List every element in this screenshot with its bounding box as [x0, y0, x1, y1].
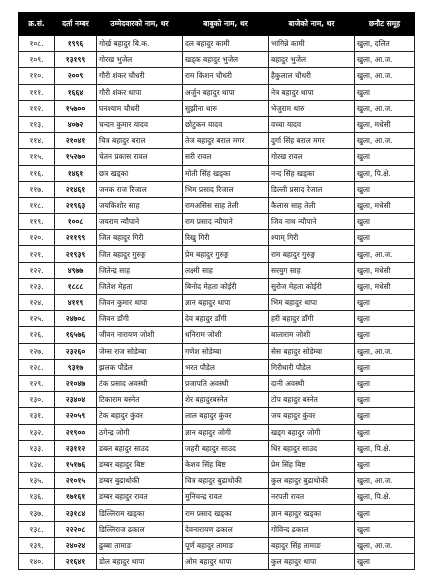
selection-group-cell: खुला [355, 214, 415, 230]
candidate-name-cell: टिकाराम बस्नेत [97, 392, 183, 408]
table-row [19, 295, 415, 311]
serial-number-cell: १४०. [19, 554, 55, 570]
serial-number-cell: ११५. [19, 149, 55, 165]
candidate-name-cell: डम्बर बहादुर रावत [97, 489, 183, 505]
registration-number-cell: १५२७० [55, 149, 97, 165]
serial-number-cell: १२६. [19, 327, 55, 343]
father-name-cell: पूर्ण बहादुर तामाङ [183, 537, 269, 553]
grandfather-name-cell: प्रेम सिंह बिष्ट [269, 456, 355, 472]
selection-group-cell: खुला [355, 84, 415, 100]
registration-number-cell: २१९६३ [55, 197, 97, 213]
father-name-cell: रामअसिस साह तेली [183, 197, 269, 213]
col-header-group: छनौट समूह [355, 13, 415, 36]
candidate-table [18, 12, 415, 570]
father-name-cell: तेज बहादुर बराल मगर [183, 133, 269, 149]
father-name-cell: ओम बहादुर थापा [183, 554, 269, 570]
grandfather-name-cell: वच्चा यादव [269, 116, 355, 132]
candidate-name-cell: चन्दन कुमार यादव [97, 116, 183, 132]
registration-number-cell: १५१७६ [55, 456, 97, 472]
selection-group-cell: खुला, आ.ज. [355, 52, 415, 68]
table-row [19, 392, 415, 408]
selection-group-cell: खुला [355, 181, 415, 197]
registration-number-cell: २१६४१ [55, 554, 97, 570]
father-name-cell: छोटुकन यादव [183, 116, 269, 132]
candidate-name-cell: जिवन डाँगी [97, 311, 183, 327]
serial-number-cell: १३७. [19, 505, 55, 521]
selection-group-cell: खुला [355, 359, 415, 375]
registration-number-cell: ४०७२ [55, 116, 97, 132]
grandfather-name-cell: नन्द सिंह खड्का [269, 165, 355, 181]
selection-group-cell: खुला, आ.ज. [355, 100, 415, 116]
registration-number-cell: २१९०० [55, 424, 97, 440]
table-row [19, 473, 415, 489]
grandfather-name-cell: गोरख रावल [269, 149, 355, 165]
candidate-name-cell: ठगेन्द्र जोगी [97, 424, 183, 440]
father-name-cell: मोती सिंह खड्का [183, 165, 269, 181]
registration-number-cell: १५७०० [55, 100, 97, 116]
serial-number-cell: १३६. [19, 489, 55, 505]
table-row [19, 521, 415, 537]
father-name-cell: ज्ञान बहादुर थापा [183, 295, 269, 311]
table-header [19, 13, 415, 36]
registration-number-cell: २४०२४ [55, 537, 97, 553]
table-row [19, 375, 415, 391]
table-row [19, 100, 415, 116]
registration-number-cell: २११९९ [55, 230, 97, 246]
candidate-name-cell: टंक प्रसाद अवस्थी [97, 375, 183, 391]
father-name-cell: प्रेम बहादुर गुरुङ्ग [183, 246, 269, 262]
grandfather-name-cell: डिल्ली प्रसाद रेजाल [269, 181, 355, 197]
serial-number-cell: १३०. [19, 392, 55, 408]
registration-number-cell: २३२६० [55, 343, 97, 359]
table-row [19, 327, 415, 343]
grandfather-name-cell: सुरोज मेहता कोईरी [269, 278, 355, 294]
father-name-cell: सुझीना थारु [183, 100, 269, 116]
grandfather-name-cell: नेत्र बहादुर थापा [269, 84, 355, 100]
serial-number-cell: १२८. [19, 359, 55, 375]
father-name-cell: धनिराम जोशी [183, 327, 269, 343]
grandfather-name-cell: राम बहादुर गुरुङ्ग [269, 246, 355, 262]
table-row [19, 116, 415, 132]
grandfather-name-cell: सरयुग साह [269, 262, 355, 278]
father-name-cell: दल बहादुर कामी [183, 36, 269, 52]
registration-number-cell: २१०४७ [55, 375, 97, 391]
grandfather-name-cell: हैकुलाल चौधरी [269, 68, 355, 84]
serial-number-cell: ११७. [19, 181, 55, 197]
grandfather-name-cell: बालाराम जोशी [269, 327, 355, 343]
grandfather-name-cell: भिम बहादुर थापा [269, 295, 355, 311]
grandfather-name-cell: बहादुर सिंह तामाङ [269, 537, 355, 553]
serial-number-cell: ११९. [19, 214, 55, 230]
father-name-cell: बिनोद मेहता कोईरी [183, 278, 269, 294]
candidate-name-cell: डिल्लिराज ढकाल [97, 521, 183, 537]
selection-group-cell: खुला [355, 424, 415, 440]
table-row [19, 343, 415, 359]
selection-group-cell: खुला [355, 554, 415, 570]
selection-group-cell: खुला, पि.क्षे. [355, 165, 415, 181]
father-name-cell: रिखु गिरी [183, 230, 269, 246]
candidate-name-cell: जनक राज रिजाल [97, 181, 183, 197]
candidate-list [18, 12, 414, 570]
candidate-name-cell: चित्र बहादुर बराल [97, 133, 183, 149]
candidate-name-cell: डबल बहादुर साउद [97, 440, 183, 456]
father-name-cell: राम किशन चौधरी [183, 68, 269, 84]
father-name-cell: भरत पौडेल [183, 359, 269, 375]
selection-group-cell: खुला, आ.ज. [355, 473, 415, 489]
grandfather-name-cell: गिरीधारी पौडेल [269, 359, 355, 375]
table-row [19, 84, 415, 100]
father-name-cell: चित्र बहादुर बुढाथोकी [183, 473, 269, 489]
candidate-name-cell: डिल्लिराम खड्का [97, 505, 183, 521]
grandfather-name-cell: खड्ग बहादुर जोगी [269, 424, 355, 440]
selection-group-cell: खुला [355, 327, 415, 343]
selection-group-cell: खुला, आ.ज. [355, 68, 415, 84]
serial-number-cell: ११०. [19, 68, 55, 84]
selection-group-cell: खुला, पि.क्षे. [355, 440, 415, 456]
serial-number-cell: १२९. [19, 375, 55, 391]
table-row [19, 424, 415, 440]
table-row [19, 246, 415, 262]
selection-group-cell: खुला, आ.ज. [355, 133, 415, 149]
candidate-name-cell: जीवन नारायण जोशी [97, 327, 183, 343]
selection-group-cell: खुला, मधेसी [355, 278, 415, 294]
registration-number-cell: २३४०४ [55, 392, 97, 408]
selection-group-cell: खुला [355, 392, 415, 408]
registration-number-cell: १३१९९ [55, 52, 97, 68]
father-name-cell: मुनिचन्द्र रावत [183, 489, 269, 505]
table-row [19, 165, 415, 181]
selection-group-cell: खुला [355, 521, 415, 537]
registration-number-cell: २४७०८ [55, 311, 97, 327]
registration-number-cell: २२०५९ [55, 408, 97, 424]
grandfather-name-cell: सेस बहादुर सोडेम्बा [269, 343, 355, 359]
registration-number-cell: ९३१७ [55, 359, 97, 375]
father-name-cell: राम प्रसाद खड्का [183, 505, 269, 521]
grandfather-name-cell: धिर बहादुर साउद [269, 440, 355, 456]
serial-number-cell: ११८. [19, 197, 55, 213]
col-header-sn: क्र.सं. [19, 13, 55, 36]
serial-number-cell: १२३. [19, 278, 55, 294]
selection-group-cell: खुला [355, 149, 415, 165]
grandfather-name-cell: नरपती रावत [269, 489, 355, 505]
table-row [19, 489, 415, 505]
father-name-cell: जहरी बहादुर साउद [183, 440, 269, 456]
table-row [19, 36, 415, 52]
selection-group-cell: खुला [355, 230, 415, 246]
serial-number-cell: ११३. [19, 116, 55, 132]
table-row [19, 262, 415, 278]
table-row [19, 181, 415, 197]
grandfather-name-cell: टोप बहादुर बस्नेत [269, 392, 355, 408]
serial-number-cell: १०९. [19, 52, 55, 68]
serial-number-cell: १२१. [19, 246, 55, 262]
candidate-name-cell: डम्बर बुढाथोकी [97, 473, 183, 489]
selection-group-cell: खुला [355, 505, 415, 521]
table-row [19, 230, 415, 246]
father-name-cell: लक्ष्मी साह [183, 262, 269, 278]
candidate-name-cell: ढुब्बा तामाङ [97, 537, 183, 553]
serial-number-cell: १३२. [19, 424, 55, 440]
grandfather-name-cell: कुल बहादुर बुढाथोकी [269, 473, 355, 489]
grandfather-name-cell: दुर्गा सिंह बराल मगर [269, 133, 355, 149]
selection-group-cell: खुला, पि.क्षे. [355, 489, 415, 505]
father-name-cell: राम प्रसाद न्यौपाने [183, 214, 269, 230]
candidate-name-cell: गौरी शंकर चौधरी [97, 68, 183, 84]
serial-number-cell: ११४. [19, 133, 55, 149]
grandfather-name-cell: हरी बहादुर डाँगी [269, 311, 355, 327]
selection-group-cell: खुला [355, 295, 415, 311]
grandfather-name-cell: श्याम् गिरी [269, 230, 355, 246]
grandfather-name-cell: कुल बहादुर थापा [269, 554, 355, 570]
table-row [19, 505, 415, 521]
registration-number-cell: १४६१ [55, 165, 97, 181]
grandfather-name-cell: जय बहादुर कुंवर [269, 408, 355, 424]
registration-number-cell: १७१६१ [55, 489, 97, 505]
registration-number-cell: १६६४ [55, 84, 97, 100]
registration-number-cell: २३१८४ [55, 505, 97, 521]
serial-number-cell: १३८. [19, 521, 55, 537]
candidate-name-cell: जितेन्द्र साह [97, 262, 183, 278]
selection-group-cell: खुला [355, 408, 415, 424]
father-name-cell: देव बहादुर डाँगी [183, 311, 269, 327]
candidate-name-cell: डम्बर बहादुर बिष्ट [97, 456, 183, 472]
father-name-cell: गणेश सोडेम्बा [183, 343, 269, 359]
table-row [19, 52, 415, 68]
candidate-name-cell: छत्र खड्का [97, 165, 183, 181]
candidate-name-cell: टेक बहादुर कुंवर [97, 408, 183, 424]
registration-number-cell: १००८ [55, 214, 97, 230]
selection-group-cell: खुला, मधेसी [355, 262, 415, 278]
registration-number-cell: १८८८ [55, 278, 97, 294]
serial-number-cell: १३३. [19, 440, 55, 456]
selection-group-cell: खुला, मधेसी [355, 116, 415, 132]
candidate-name-cell: गोरख भुजेल [97, 52, 183, 68]
selection-group-cell: खुला [355, 311, 415, 327]
col-header-father: बाबुको नाम, थर [183, 13, 269, 36]
father-name-cell: शेर बहादुरबस्नेत [183, 392, 269, 408]
father-name-cell: अर्जुन बहादुर थापा [183, 84, 269, 100]
col-header-grandfather: बाजेको नाम, थर [269, 13, 355, 36]
table-row [19, 133, 415, 149]
registration-number-cell: ४९७७ [55, 262, 97, 278]
father-name-cell: प्रजापति अवस्थी [183, 375, 269, 391]
father-name-cell: लाल बहादुर कुंवर [183, 408, 269, 424]
selection-group-cell: खुला, आ.ज. [355, 246, 415, 262]
grandfather-name-cell: बहादुर भुजेल [269, 52, 355, 68]
father-name-cell: भिम प्रसाद रिजाल [183, 181, 269, 197]
selection-group-cell: खुला, दलित [355, 36, 415, 52]
candidate-name-cell: जयकिशोर साह [97, 197, 183, 213]
serial-number-cell: ११२. [19, 100, 55, 116]
registration-number-cell: ४११९ [55, 295, 97, 311]
table-row [19, 311, 415, 327]
serial-number-cell: १२४. [19, 295, 55, 311]
selection-group-cell: खुला, मधेसी [355, 197, 415, 213]
candidate-name-cell: जेम्स राज सोडेम्बा [97, 343, 183, 359]
serial-number-cell: १३५. [19, 473, 55, 489]
table-row [19, 554, 415, 570]
serial-number-cell: १२२. [19, 262, 55, 278]
serial-number-cell: १३१. [19, 408, 55, 424]
table-row [19, 149, 415, 165]
table-row [19, 68, 415, 84]
table-row [19, 408, 415, 424]
grandfather-name-cell: जिव नाथ न्यौपाने [269, 214, 355, 230]
serial-number-cell: १११. [19, 84, 55, 100]
col-header-name: उम्मेदवारको नाम, थर [97, 13, 183, 36]
grandfather-name-cell: भागिन्ने कामी [269, 36, 355, 52]
table-row [19, 359, 415, 375]
candidate-name-cell: जयराम न्यौपाने [97, 214, 183, 230]
serial-number-cell: १३९. [19, 537, 55, 553]
grandfather-name-cell: ज्ञान बहादुर खड्का [269, 505, 355, 521]
father-name-cell: ज्ञान बहादुर जोगी [183, 424, 269, 440]
registration-number-cell: २१४६१ [55, 181, 97, 197]
serial-number-cell: १२५. [19, 311, 55, 327]
grandfather-name-cell: भेजुराम थारु [269, 100, 355, 116]
candidate-name-cell: झलक पौडेल [97, 359, 183, 375]
candidate-name-cell: जितेश मेहता [97, 278, 183, 294]
father-name-cell: केशव सिंह बिष्ट [183, 456, 269, 472]
candidate-name-cell: गोर्ख बहादुर बि.क. [97, 36, 183, 52]
selection-group-cell: खुला, आ.ज. [355, 537, 415, 553]
table-row [19, 456, 415, 472]
selection-group-cell: खुला, आ.ज. [355, 343, 415, 359]
candidate-name-cell: जिवन कुमार थापा [97, 295, 183, 311]
serial-number-cell: १०८. [19, 36, 55, 52]
candidate-name-cell: जित बहादुर गुरुङ्ग [97, 246, 183, 262]
registration-number-cell: २००९ [55, 68, 97, 84]
grandfather-name-cell: दानी अवस्थी [269, 375, 355, 391]
grandfather-name-cell: कैलास साह तेली [269, 197, 355, 213]
registration-number-cell: १६५७६ [55, 327, 97, 343]
registration-number-cell: २३११२ [55, 440, 97, 456]
father-name-cell: सरी रावल [183, 149, 269, 165]
registration-number-cell: १९९६ [55, 36, 97, 52]
registration-number-cell: २२२०८ [55, 521, 97, 537]
serial-number-cell: ११६. [19, 165, 55, 181]
grandfather-name-cell: गोविन्द ढकाल [269, 521, 355, 537]
registration-number-cell: २१०४१ [55, 133, 97, 149]
selection-group-cell: खुला [355, 375, 415, 391]
candidate-name-cell: जित बहादुर गिरी [97, 230, 183, 246]
serial-number-cell: १३४. [19, 456, 55, 472]
serial-number-cell: १२०. [19, 230, 55, 246]
registration-number-cell: २१०१५ [55, 473, 97, 489]
father-name-cell: देवनारायण ढकाल [183, 521, 269, 537]
candidate-name-cell: चेतन प्रकास रावल [97, 149, 183, 165]
table-row [19, 197, 415, 213]
table-row [19, 278, 415, 294]
father-name-cell: खड्क बहादुर भुजेल [183, 52, 269, 68]
candidate-name-cell: गौरी शंकर थापा [97, 84, 183, 100]
col-header-roll: दर्ता नम्बर [55, 13, 97, 36]
serial-number-cell: १२७. [19, 343, 55, 359]
table-row [19, 214, 415, 230]
candidate-name-cell: घनश्याम चौधरी [97, 100, 183, 116]
table-row [19, 440, 415, 456]
candidate-name-cell: डोल बहादुर थापा [97, 554, 183, 570]
table-row [19, 537, 415, 553]
selection-group-cell: खुला [355, 456, 415, 472]
registration-number-cell: २१९३९ [55, 246, 97, 262]
table-body [19, 36, 415, 570]
